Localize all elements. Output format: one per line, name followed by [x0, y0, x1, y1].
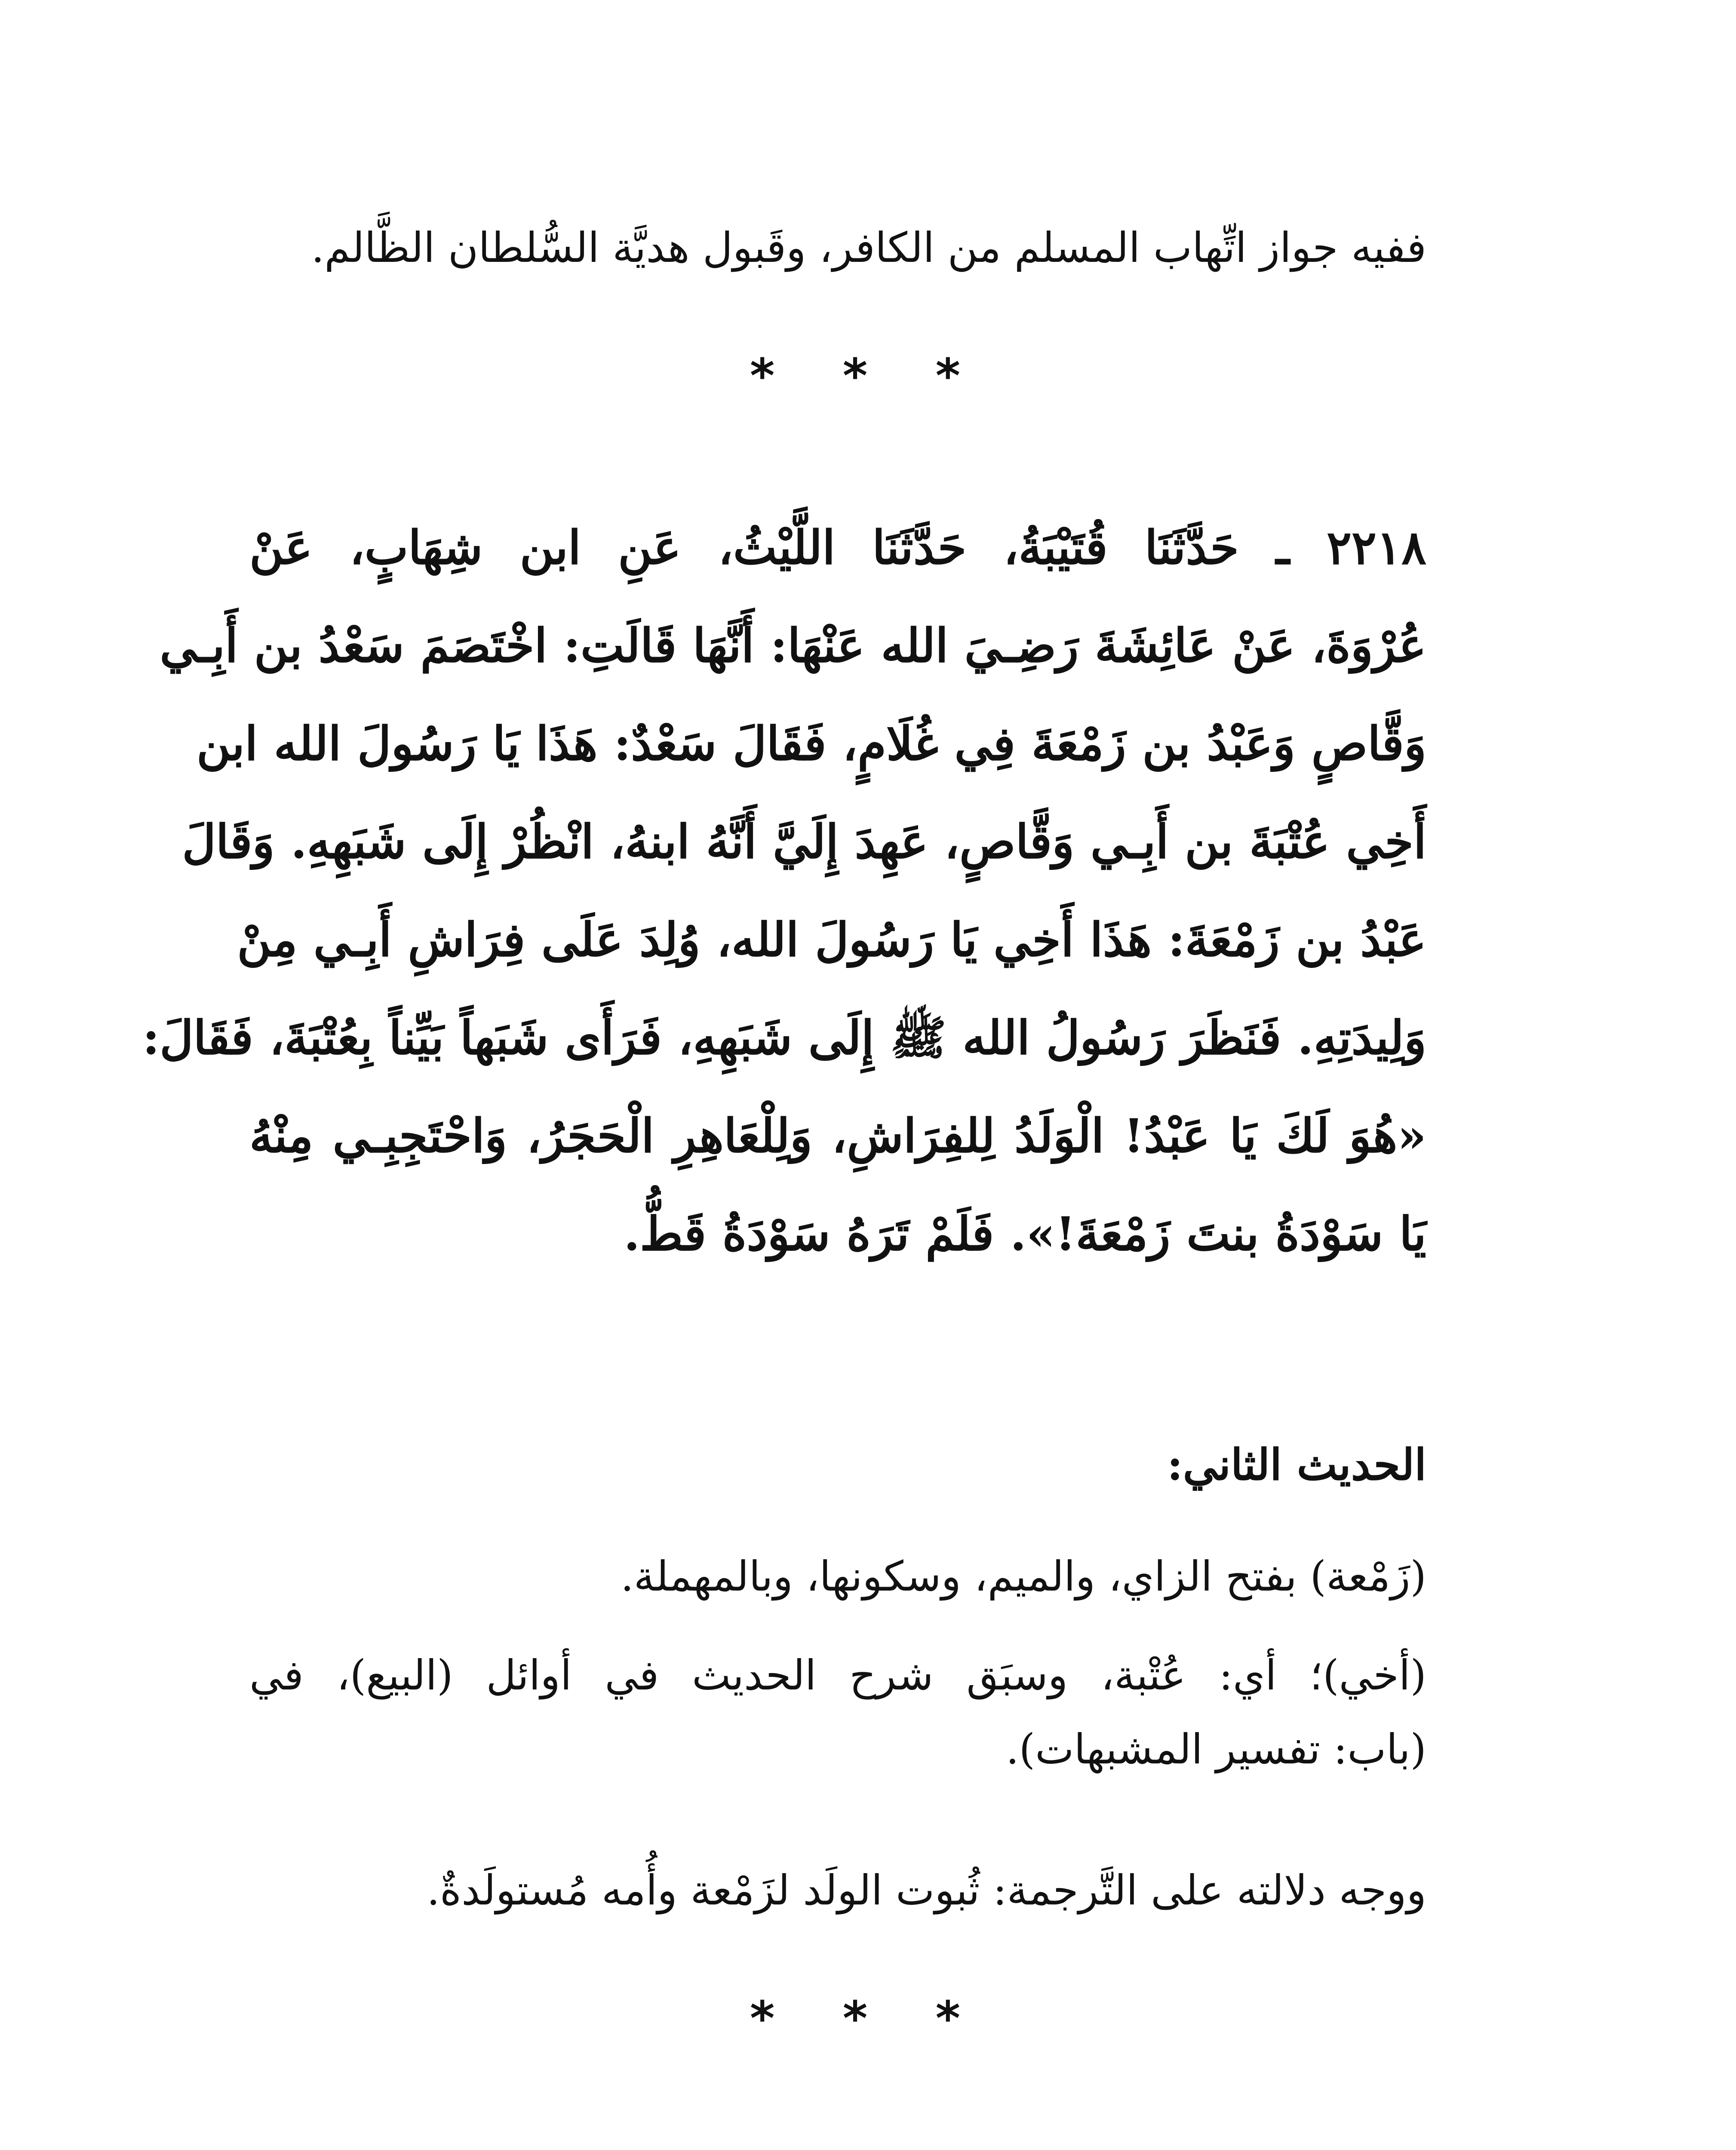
akhi-note-line-1: (أخي)؛ أي: عُتْبة، وسبَق شرح الحديث في أوائل (البيع)، في	[249, 1651, 1426, 1699]
hadith-2218-line-5: عَبْدُ بن زَمْعَةَ: هَذَا أَخِي يَا رَسُولَ الله، وُلِدَ عَلَى فِرَاشِ أَبِـي مِنْ	[237, 913, 1426, 967]
akhi-note	[249, 1638, 1426, 1786]
commentary-heading: الحديث الثاني:	[1167, 1439, 1426, 1490]
relevance-paragraph	[249, 1853, 1426, 1927]
hadith-2218-line-4: أَخِي عُتْبَةَ بن أَبِـي وَقَّاصٍ، عَهِدَ إِلَيَّ أَنَّهُ ابنهُ، انْظُرْ إِلَى شَبَهِهِ. وَقَالَ	[182, 815, 1426, 869]
hadith-2218	[142, 499, 1426, 1283]
intro-line: ففيه جواز اتِّهاب المسلم من الكافر، وقَبول هديَّة السُّلطان الظَّالم.	[311, 224, 1426, 272]
hadith-2218-line-2: عُرْوَةَ، عَنْ عَائِشَةَ رَضِـيَ الله عَنْهَا: أَنَّهَا قَالَتِ: اخْتَصَمَ سَعْدُ بن أَبِـي	[160, 619, 1426, 673]
commentary-heading-block	[249, 1428, 1426, 1502]
akhi-note-line-2: (باب: تفسير المشبهات).	[1006, 1725, 1426, 1773]
commentary-body	[249, 1539, 1426, 1613]
hadith-2218-line-7: «هُوَ لَكَ يَا عَبْدُ! الْوَلَدُ لِلفِرَاشِ، وَلِلْعَاهِرِ الْحَجَرُ، وَاحْتَجِبِـي مِنْهُ	[249, 1109, 1426, 1163]
hadith-2219-line-1	[249, 2146, 1426, 2150]
section-separator-1: * * *	[750, 348, 986, 403]
hadith-2218-line-8: يَا سَوْدَةُ بنتَ زَمْعَةَ!». فَلَمْ تَرَهُ سَوْدَةُ قَطُّ.	[624, 1207, 1426, 1261]
zamah-note: (زَمْعة) بفتح الزاي، والميم، وسكونها، وبالمهملة.	[621, 1552, 1426, 1600]
hadith-2218-line-3: وَقَّاصٍ وَعَبْدُ بن زَمْعَةَ فِي غُلَامٍ، فَقَالَ سَعْدٌ: هَذَا يَا رَسُولَ الله ابن	[196, 717, 1426, 771]
hadith-2219	[249, 2146, 1426, 2150]
section-separator-2: * * *	[750, 1991, 986, 2046]
intro-paragraph	[249, 211, 1426, 285]
relevance-line: ووجه دلالته على التَّرجمة: ثُبوت الولَد لزَمْعة وأُمه مُستولَدةٌ.	[427, 1866, 1426, 1914]
hadith-2218-line-6: وَلِيدَتِهِ. فَنَظَرَ رَسُولُ الله ﷺ إِلَى شَبَهِهِ، فَرَأَى شَبَهاً بَيِّناً بِعُتْبَةَ، فَقَالَ:	[142, 1011, 1426, 1065]
hadith-2218-line-1: ٢٢١٨ ـ حَدَّثَنَا قُتَيْبَةُ، حَدَّثَنَا اللَّيْثُ، عَنِ ابن شِهَابٍ، عَنْ	[249, 521, 1426, 575]
